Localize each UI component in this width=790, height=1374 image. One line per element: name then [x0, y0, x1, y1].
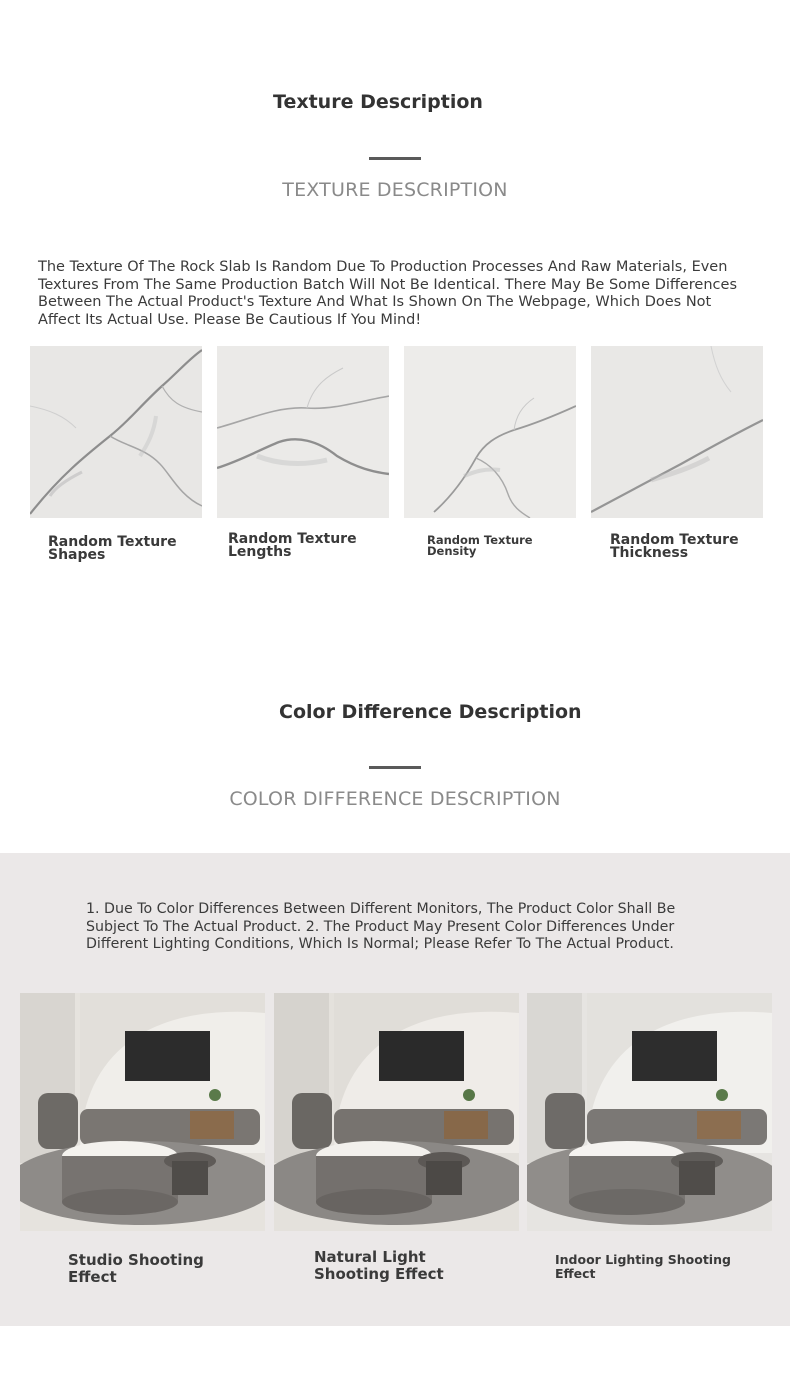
marble-texture-image — [591, 346, 763, 518]
photo-caption-indoor-lighting: Indoor Lighting Shooting Effect — [555, 1252, 731, 1281]
color-section-subtitle: COLOR DIFFERENCE DESCRIPTION — [229, 788, 561, 810]
living-room-image — [527, 993, 772, 1231]
marble-texture-image — [30, 346, 202, 518]
marble-texture-image — [404, 346, 576, 518]
room-photo-indoor-lighting — [527, 993, 772, 1231]
texture-swatch-lengths — [217, 346, 389, 518]
texture-paragraph: The Texture Of The Rock Slab Is Random Due To Production Processes And Raw Materials, Even Textures From The Same Production Batch Will Not Be Identical. There May Be Some Differences Between The Actual Product's Texture And What Is Shown On The Webpage, Which Does Not Affect Its Actual Use. Please Be Cautious If You Mind! — [38, 259, 737, 328]
texture-section-subtitle: TEXTURE DESCRIPTION — [282, 179, 508, 201]
room-photo-studio — [20, 993, 265, 1231]
photo-caption-studio: Studio Shooting Effect — [68, 1251, 204, 1286]
living-room-image — [274, 993, 519, 1231]
color-title-divider — [369, 766, 421, 769]
room-photo-natural-light — [274, 993, 519, 1231]
texture-swatch-thickness — [591, 346, 763, 518]
color-section-title: Color Difference Description — [279, 701, 582, 723]
texture-title-divider — [369, 157, 421, 160]
texture-caption-lengths: Random Texture Lengths — [228, 531, 357, 560]
texture-caption-density: Random Texture Density — [427, 533, 533, 558]
texture-caption-shapes: Random Texture Shapes — [48, 534, 177, 563]
color-paragraph: 1. Due To Color Differences Between Different Monitors, The Product Color Shall Be Subject To The Actual Product. 2. The Product May Present Color Differences Under Different Lighting Conditions, Which Is Normal; Please Refer To The Actual Product. — [86, 901, 676, 952]
texture-section-title: Texture Description — [273, 91, 483, 113]
living-room-image — [20, 993, 265, 1231]
texture-caption-thickness: Random Texture Thickness — [610, 532, 739, 561]
marble-texture-image — [217, 346, 389, 518]
texture-swatch-density — [404, 346, 576, 518]
texture-swatch-shapes — [30, 346, 202, 518]
photo-caption-natural-light: Natural Light Shooting Effect — [314, 1248, 444, 1283]
